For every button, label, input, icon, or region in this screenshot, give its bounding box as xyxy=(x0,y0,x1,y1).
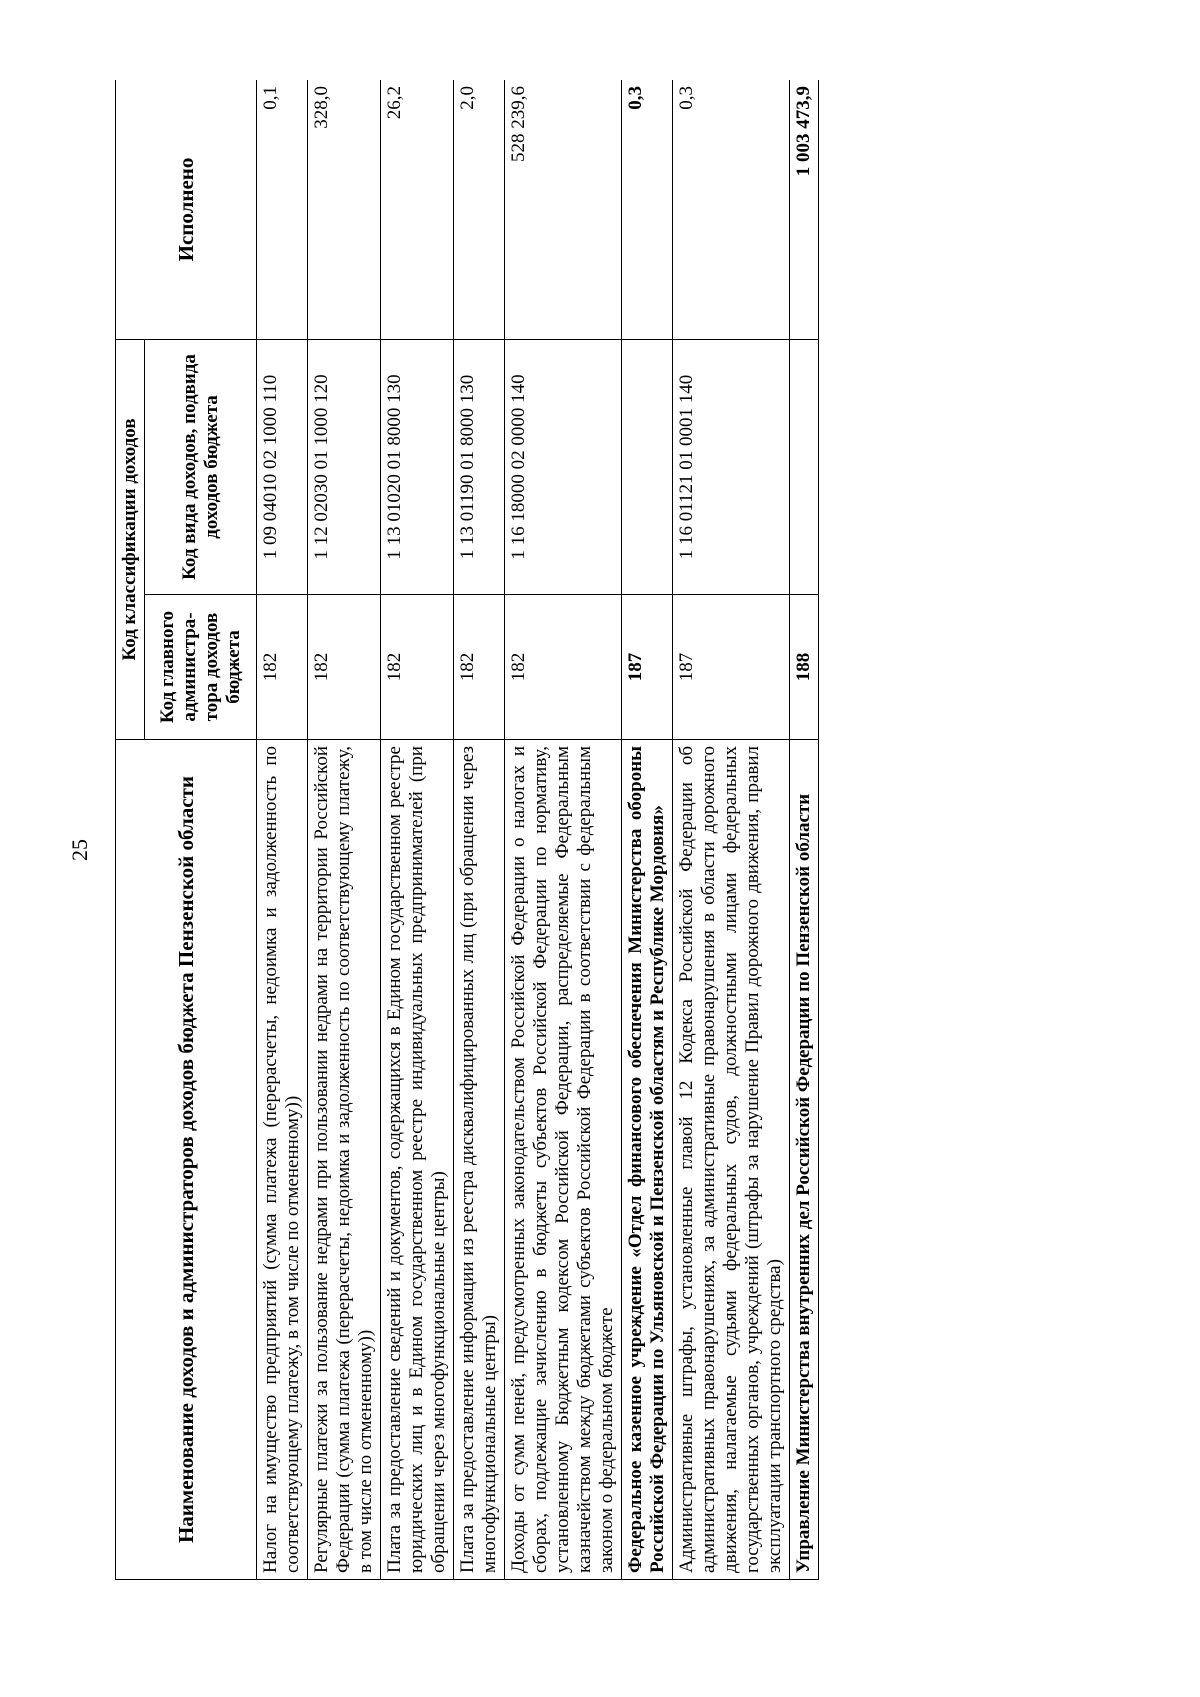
row-executed: 0,1 xyxy=(257,80,308,340)
row-admin-code: 187 xyxy=(673,595,790,740)
row-executed: 1 003 473,9 xyxy=(790,80,819,340)
row-name: Регулярные платежи за пользование недрами при пользовании недрами на территории Российской Федерации (сумма платежа (перерасчеты, недоимка и задолженность по соответствующему платежу, в том числе по отмененному)) xyxy=(308,740,381,1580)
row-name: Управление Министерства внутренних дел Российской Федерации по Пензенской области xyxy=(790,740,819,1580)
table-body xyxy=(257,80,819,1580)
rotated-table-container xyxy=(115,80,1045,1580)
table-row xyxy=(308,80,381,1580)
row-name: Федеральное казенное учреждение «Отдел финансового обеспечения Министерства обороны Российской Федерации по Ульяновской и Пензенской областям и Республике Мордовия» xyxy=(622,740,673,1580)
row-income-code xyxy=(790,340,819,595)
row-admin-code: 182 xyxy=(257,595,308,740)
header-income-code: Код вида доходов, подвида доходов бюджета xyxy=(145,340,257,595)
revenue-table xyxy=(115,80,819,1580)
row-income-code: 1 09 04010 02 1000 110 xyxy=(257,340,308,595)
table-row xyxy=(673,80,790,1580)
row-name: Плата за предоставление информации из реестра дисквалифицированных лиц (при обращении через многофункциональные центры) xyxy=(454,740,505,1580)
row-admin-code: 188 xyxy=(790,595,819,740)
table-row xyxy=(790,80,819,1580)
row-name: Плата за предоставление сведений и документов, содержащихся в Едином государственном реестре юридических лиц и в Едином государственном реестре индивидуальных предпринимателей (при обращении через многофункциональные центры) xyxy=(381,740,454,1580)
row-admin-code: 182 xyxy=(454,595,505,740)
row-income-code: 1 16 18000 02 0000 140 xyxy=(505,340,622,595)
row-executed: 26,2 xyxy=(381,80,454,340)
row-admin-code: 187 xyxy=(622,595,673,740)
row-executed: 0,3 xyxy=(622,80,673,340)
row-income-code xyxy=(622,340,673,595)
row-name: Доходы от сумм пеней, предусмотренных законодательством Российской Федерации о налогах и сборах, подлежащие зачислению в бюджеты субъектов Российской Федерации по нормативу, установленному Бюджетным кодексом Российской Федерации, распределяемые Федеральным казначейством между бюджетами субъектов Российской Федерации в соответствии с федеральным законом о федеральном бюджете xyxy=(505,740,622,1580)
row-income-code: 1 16 01121 01 0001 140 xyxy=(673,340,790,595)
header-executed: Исполнено xyxy=(116,80,257,340)
table-row xyxy=(257,80,308,1580)
row-name: Административные штрафы, установленные главой 12 Кодекса Российской Федерации об административных правонарушениях, за административные правонарушения в области дорожного движения, налагаемые судьями федеральных судов, должностными лицами федеральных государственных органов, учреждений (штрафы за нарушение Правил дорожного движения, правил эксплуатации транспортного средства) xyxy=(673,740,790,1580)
row-income-code: 1 13 01020 01 8000 130 xyxy=(381,340,454,595)
row-income-code: 1 13 01190 01 8000 130 xyxy=(454,340,505,595)
table-row xyxy=(454,80,505,1580)
header-classification: Код классификации доходов xyxy=(116,340,145,740)
row-income-code: 1 12 02030 01 1000 120 xyxy=(308,340,381,595)
row-executed: 0,3 xyxy=(673,80,790,340)
table-row xyxy=(381,80,454,1580)
header-admin-code: Код главного администра-тора доходов бюджета xyxy=(145,595,257,740)
row-name: Налог на имущество предприятий (сумма платежа (перерасчеты, недоимка и задолженность по соответствующему платежу, в том числе по отмененному)) xyxy=(257,740,308,1580)
row-admin-code: 182 xyxy=(308,595,381,740)
page-number: 25 xyxy=(67,839,92,861)
row-executed: 2,0 xyxy=(454,80,505,340)
row-executed: 328,0 xyxy=(308,80,381,340)
table-row xyxy=(505,80,622,1580)
table-row xyxy=(622,80,673,1580)
row-executed: 528 239,6 xyxy=(505,80,622,340)
row-admin-code: 182 xyxy=(505,595,622,740)
header-name: Наименование доходов и администраторов доходов бюджета Пензенской области xyxy=(116,740,257,1580)
row-admin-code: 182 xyxy=(381,595,454,740)
table-viewport xyxy=(115,80,1045,1580)
